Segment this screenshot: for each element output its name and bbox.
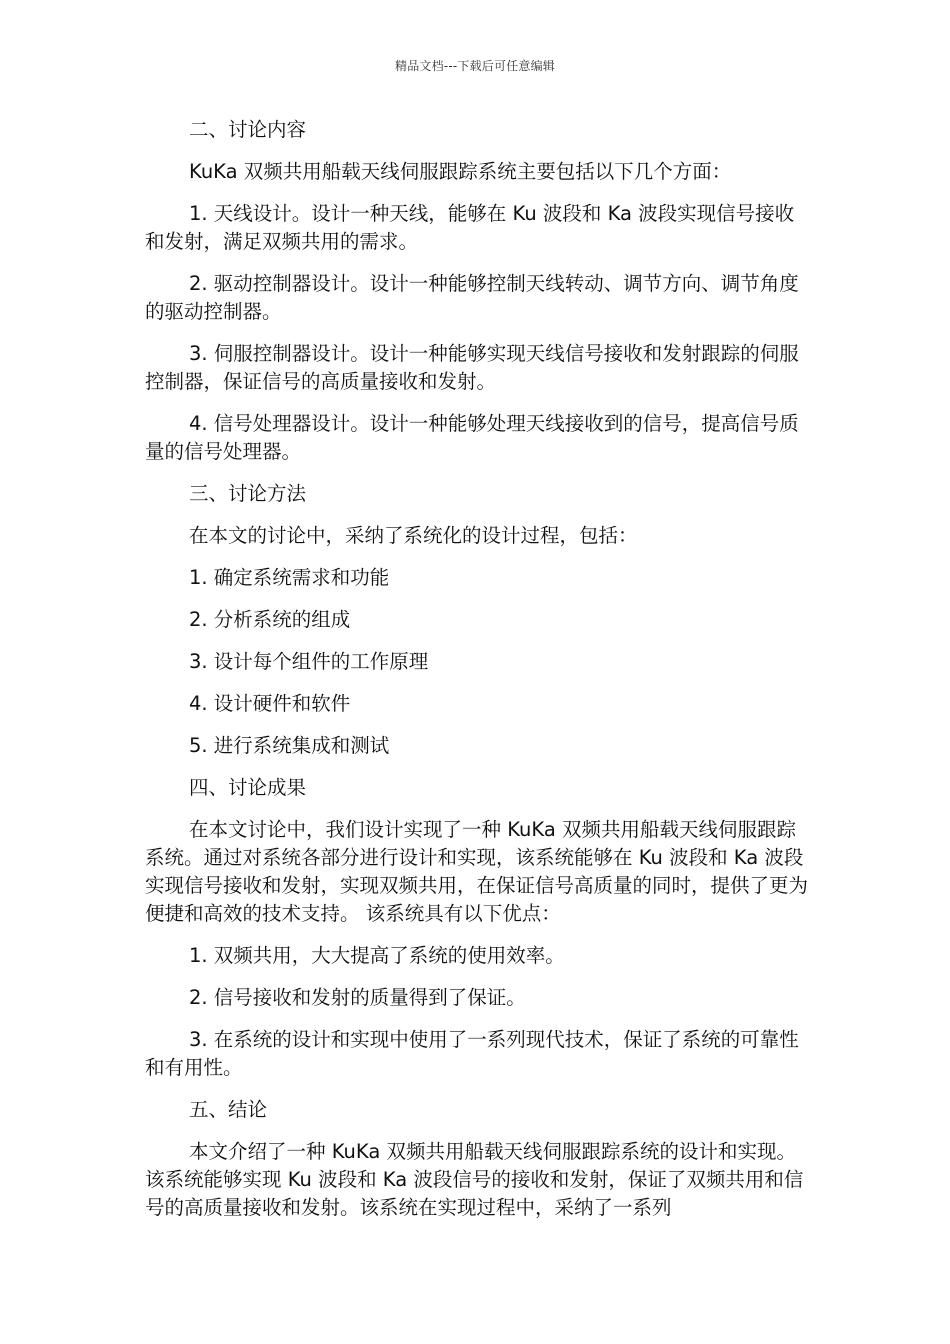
section-heading-discussion-content: 二、讨论内容 — [189, 118, 307, 141]
section-heading-conclusion: 五、结论 — [189, 1098, 268, 1121]
list-item-method-3: 3. 设计每个组件的工作原理 — [189, 650, 429, 673]
list-item-drive-controller: 2. 驱动控制器设计。设计一种能够控制天线转动、调节方向、调节角度的驱动控制器。 — [145, 272, 799, 323]
list-item-signal-processor: 4. 信号处理器设计。设计一种能够处理天线接收到的信号，提高信号质量的信号处理器。 — [145, 412, 799, 463]
section-heading-discussion-method: 三、讨论方法 — [189, 482, 307, 505]
list-item-servo-controller: 3. 伺服控制器设计。设计一种能够实现天线信号接收和发射跟踪的伺服控制器，保证信号的高质量接收和发射。 — [145, 342, 799, 393]
list-item-method-4: 4. 设计硬件和软件 — [189, 692, 351, 715]
paragraph-intro: KuKa 双频共用船载天线伺服跟踪系统主要包括以下几个方面： — [189, 160, 732, 183]
list-item-method-1: 1. 确定系统需求和功能 — [189, 566, 390, 589]
list-item-method-5: 5. 进行系统集成和测试 — [189, 734, 390, 757]
list-item-antenna: 1. 天线设计。设计一种天线，能够在 Ku 波段和 Ka 波段实现信号接收和发射，满足双频共用的需求。 — [145, 202, 795, 253]
paragraph-conclusion: 本文介绍了一种 KuKa 双频共用船载天线伺服跟踪系统的设计和实现。该系统能够实现 Ku 波段和 Ka 波段信号的接收和发射，保证了双频共用和信号的高质量接收和发射。该系统在实现过程中，采纳了一系列 — [145, 1140, 804, 1219]
list-item-advantage-3: 3. 在系统的设计和实现中使用了一系列现代技术，保证了系统的可靠性和有用性。 — [145, 1028, 799, 1079]
list-item-method-2: 2. 分析系统的组成 — [189, 608, 351, 631]
page-header: 精品文档---下载后可任意编辑 — [395, 59, 555, 73]
section-heading-results: 四、讨论成果 — [189, 776, 307, 799]
document-body — [145, 116, 809, 1222]
list-item-advantage-2: 2. 信号接收和发射的质量得到了保证。 — [189, 986, 526, 1009]
list-item-advantage-1: 1. 双频共用，大大提高了系统的使用效率。 — [189, 944, 565, 967]
paragraph-method-intro: 在本文的讨论中，采纳了系统化的设计过程，包括： — [189, 524, 638, 547]
paragraph-results: 在本文讨论中，我们设计实现了一种 KuKa 双频共用船载天线伺服跟踪系统。通过对系统各部分进行设计和实现，该系统能够在 Ku 波段和 Ka 波段实现信号接收和发射，实现双频共用，在保证信号高质量的同时，提供了更为便捷和高效的技术支持。 该系统具有以下优点： — [145, 818, 809, 925]
